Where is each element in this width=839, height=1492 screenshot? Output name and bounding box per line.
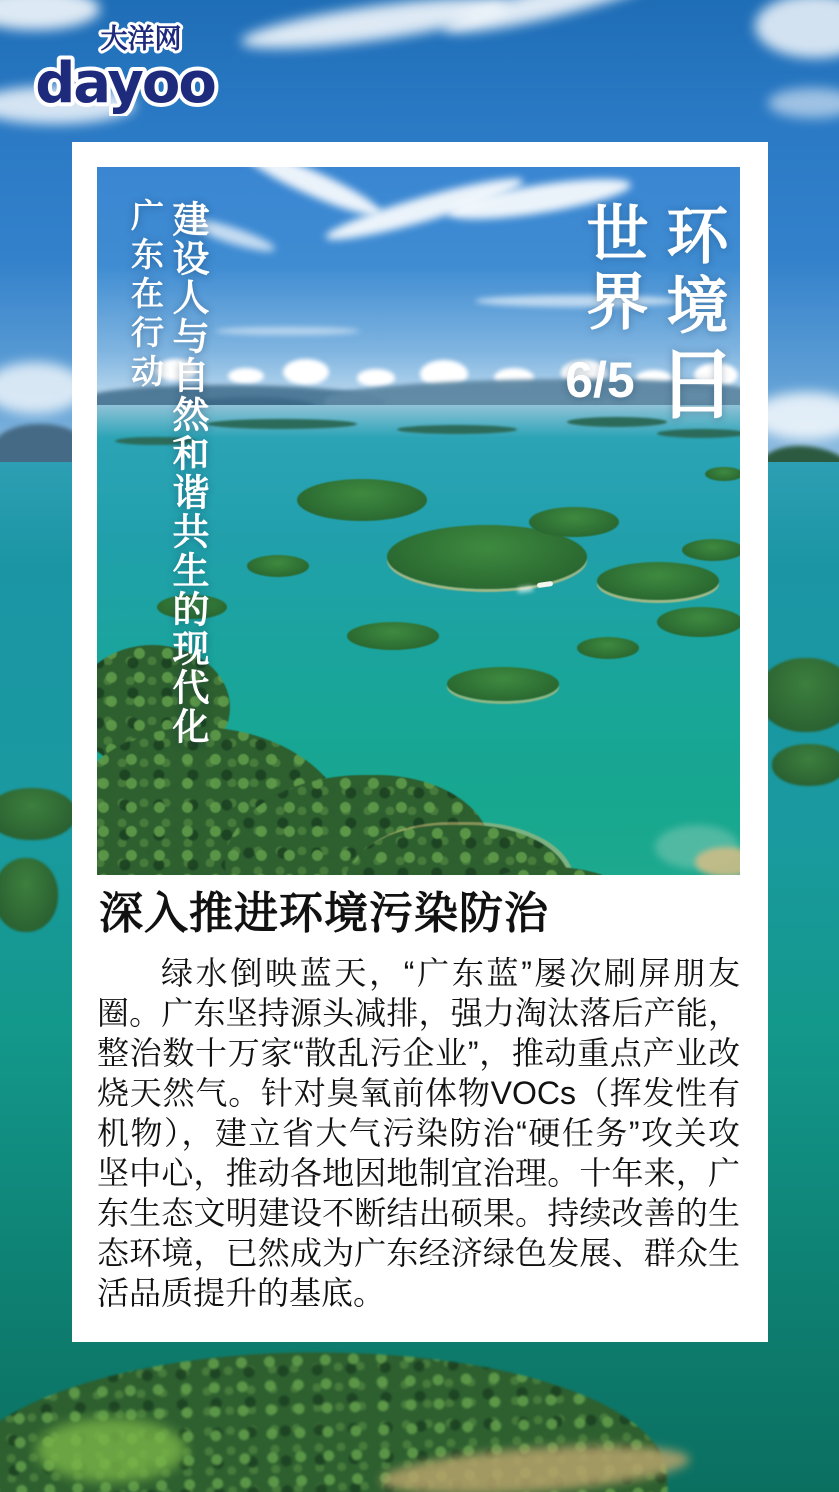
title-day-character: 日 [647, 343, 735, 429]
island [447, 667, 559, 701]
island [347, 622, 439, 650]
island [657, 607, 740, 637]
island [577, 637, 639, 659]
dayoo-logo [33, 14, 228, 116]
background-island [758, 658, 839, 732]
distant-island [207, 419, 357, 429]
distant-island [657, 429, 740, 438]
background-island [772, 744, 839, 786]
cloud-shape [215, 327, 360, 335]
island [597, 562, 719, 600]
article-body: 绿水倒映蓝天，“广东蓝”屡次刷屏朋友圈。广东坚持源头减排，强力淘汰落后产能，整治数十万家“散乱污企业”，推动重点产业改烧天然气。针对臭氧前体物VOCs（挥发性有机物），建立省大气污染防治“硬任务”攻关攻坚中心，推动各地因地制宜治理。十年来，广东生态文明建设不断结出硕果。持续改善的生态环境，已然成为广东经济绿色发展、群众生活品质提升的基底。 [97, 955, 740, 1311]
content-card [72, 142, 768, 1342]
island [247, 555, 309, 577]
logo-wordmark-text: dayoo [35, 51, 215, 116]
background-island [0, 858, 58, 932]
lake-photo [97, 167, 740, 875]
vertical-tagline-theme: 建设人与自然和谐共生的现代化 [166, 200, 207, 746]
background-light-green-patch [36, 1418, 186, 1482]
event-date: 6/5 [565, 352, 635, 408]
island [682, 539, 740, 561]
dayoo-logo-graphic [33, 14, 228, 116]
island [705, 467, 740, 481]
logo-chinese-text: 大洋网 [100, 24, 182, 54]
island [529, 507, 619, 537]
distant-island [397, 425, 517, 434]
vertical-tagline-campaign: 广东在行动 [126, 198, 162, 393]
island [297, 479, 427, 521]
title-column-world: 世界 [577, 201, 646, 337]
sand-bank [695, 847, 740, 875]
article-section [97, 875, 740, 1313]
title-environment-text: 环境 [657, 203, 726, 343]
title-column-environment-day [635, 203, 740, 429]
article-heading: 深入推进环境污染防治 [99, 889, 549, 938]
